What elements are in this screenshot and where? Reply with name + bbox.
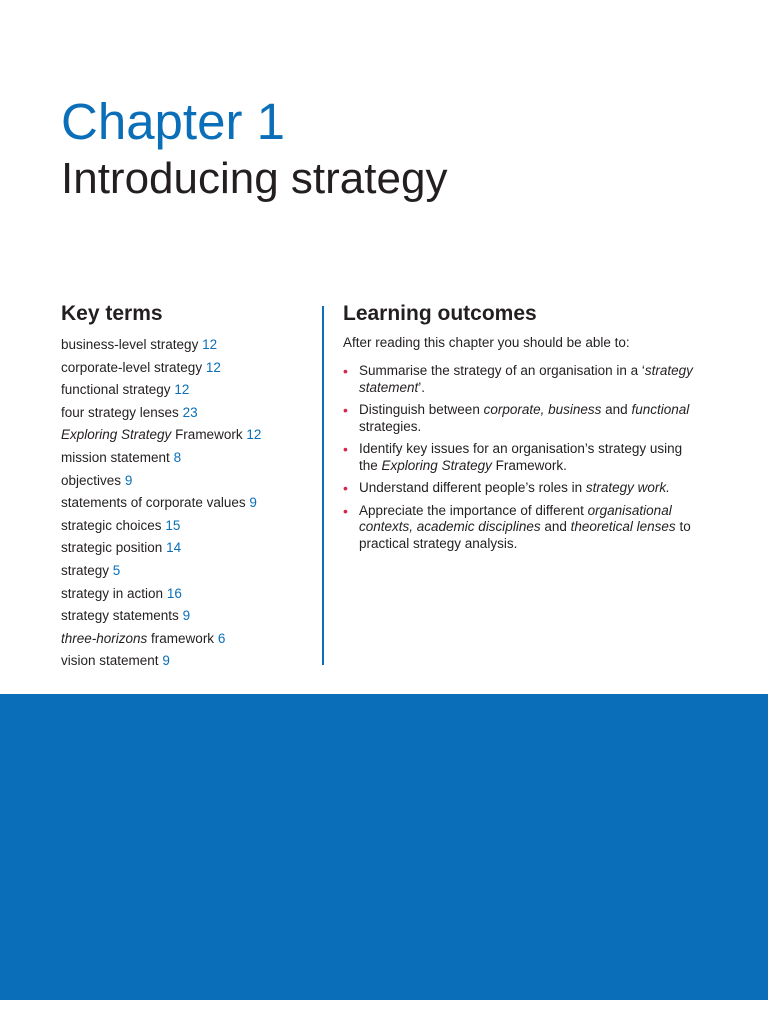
key-term-text: strategy xyxy=(61,562,110,578)
outcome-item xyxy=(343,402,703,435)
key-terms-list xyxy=(61,334,311,673)
learning-outcomes-list xyxy=(343,363,703,552)
outcome-text: Understand different people’s roles in xyxy=(359,480,586,495)
key-term xyxy=(61,357,311,380)
key-term-page: 12 xyxy=(202,337,218,352)
outcome-item xyxy=(343,363,703,396)
key-term-text: functional strategy xyxy=(61,382,171,398)
outcome-text: Summarise the strategy of an organisation in a ‘ xyxy=(359,363,645,378)
key-term-page: 9 xyxy=(249,495,257,511)
key-term-text: objectives xyxy=(61,472,122,488)
key-term-text: mission statement xyxy=(61,449,170,465)
key-term-text: vision statement xyxy=(61,653,159,669)
key-term xyxy=(61,379,311,402)
learning-outcomes-section xyxy=(343,301,703,558)
key-term-page: 9 xyxy=(182,608,191,624)
key-term-page: 16 xyxy=(166,585,182,601)
key-term-text: Framework xyxy=(171,427,243,443)
outcome-text: and xyxy=(540,519,571,534)
key-term xyxy=(61,492,311,515)
key-term xyxy=(61,402,311,425)
key-term-text: business-level strategy xyxy=(61,337,199,352)
learning-outcomes-intro: After reading this chapter you should be able to: xyxy=(343,335,630,350)
key-term xyxy=(61,515,311,538)
blue-panel xyxy=(0,694,768,1000)
bullet-icon: • xyxy=(343,480,348,496)
key-term xyxy=(61,560,311,583)
key-term-text: framework xyxy=(147,630,215,646)
outcome-text-italic: strategy work. xyxy=(585,480,670,495)
outcome-text: Framework. xyxy=(491,457,567,473)
key-term-text: strategy statements xyxy=(61,608,179,624)
outcome-text-italic: functional xyxy=(631,402,690,417)
chapter-title: Introducing strategy xyxy=(61,154,448,203)
key-term xyxy=(61,334,311,357)
learning-outcomes-heading: Learning outcomes xyxy=(343,302,537,325)
outcome-text: strategies. xyxy=(359,418,422,434)
bullet-icon: • xyxy=(343,502,348,519)
key-term-page: 8 xyxy=(173,449,182,465)
key-terms-section xyxy=(61,301,311,673)
key-term-text: strategic position xyxy=(61,540,163,556)
bullet-icon: • xyxy=(343,402,348,418)
outcome-item xyxy=(343,441,703,474)
key-term-page: 15 xyxy=(165,517,181,533)
outcome-text-italic: strategy statement xyxy=(359,363,693,395)
key-term-page: 9 xyxy=(162,653,170,669)
bullet-icon: • xyxy=(343,441,348,457)
outcome-item xyxy=(343,503,703,553)
key-term xyxy=(61,605,311,628)
key-term-page: 9 xyxy=(124,472,133,488)
key-term-page: 14 xyxy=(166,540,182,556)
outcome-item xyxy=(343,480,703,497)
key-term-text: strategy in action xyxy=(61,585,164,601)
key-term-text: strategic choices xyxy=(61,517,162,533)
outcome-text-italic: organisational contexts, academic disciplines xyxy=(359,502,672,534)
bullet-icon: • xyxy=(343,363,348,379)
key-terms-heading: Key terms xyxy=(61,302,163,325)
key-term xyxy=(61,583,311,606)
key-term-page: 12 xyxy=(174,382,190,398)
key-term-page: 6 xyxy=(217,630,226,646)
key-term-text-italic: three-horizons xyxy=(61,630,148,646)
key-term xyxy=(61,424,311,447)
key-term xyxy=(61,537,311,560)
key-term xyxy=(61,650,311,673)
key-term xyxy=(61,470,311,493)
key-term-text: statements of corporate values xyxy=(61,495,246,511)
outcome-text: Identify key issues for an organisation’s strategy using the xyxy=(359,441,683,473)
outcome-text: Distinguish between xyxy=(359,402,484,417)
key-term xyxy=(61,447,311,470)
outcome-text: Appreciate the importance of different xyxy=(359,502,588,518)
outcome-text: and xyxy=(601,402,632,417)
key-term-page: 5 xyxy=(112,562,121,578)
outcome-text: ’. xyxy=(418,379,426,395)
outcome-text-italic: corporate, business xyxy=(483,402,602,417)
key-term xyxy=(61,628,311,651)
key-term-text: corporate-level strategy xyxy=(61,359,203,375)
column-divider xyxy=(322,306,324,665)
key-term-page: 12 xyxy=(205,359,221,375)
chapter-label: Chapter 1 xyxy=(61,93,285,150)
outcome-text: to practical strategy analysis. xyxy=(359,519,691,551)
outcome-text-italic: Exploring Strategy xyxy=(381,457,492,473)
key-term-page: 12 xyxy=(246,427,262,443)
key-term-text-italic: Exploring Strategy xyxy=(61,427,172,443)
key-term-text: four strategy lenses xyxy=(61,404,179,420)
key-term-page: 23 xyxy=(182,404,198,420)
outcome-text-italic: theoretical lenses xyxy=(570,519,676,534)
